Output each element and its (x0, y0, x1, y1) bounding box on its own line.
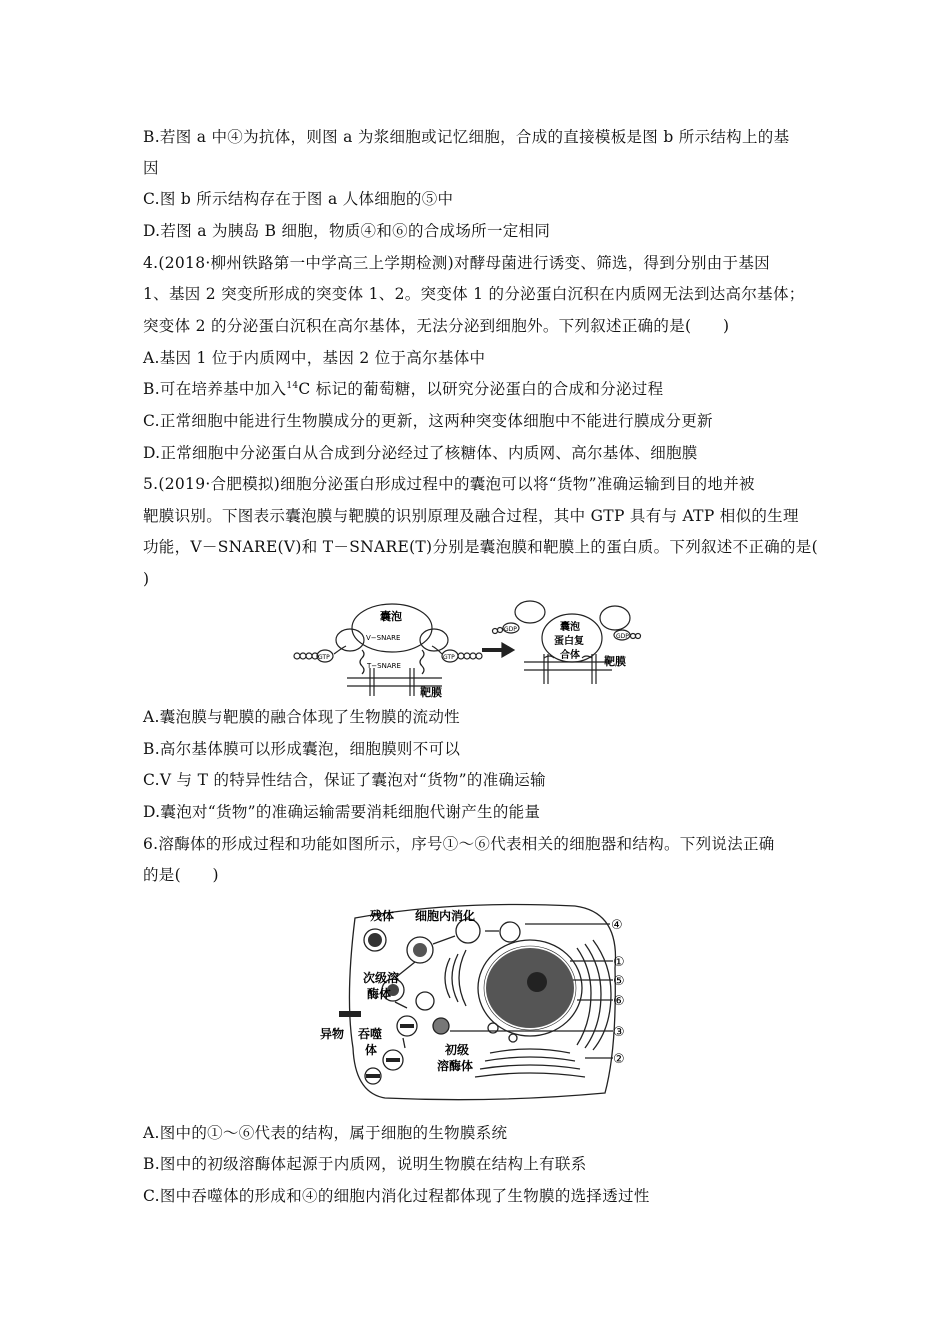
marker-4: ④ (611, 918, 623, 933)
option-b-q5: B.高尔基体膜可以形成囊泡，细胞膜则不可以 (143, 740, 461, 758)
complex-label-1: 囊泡 (560, 622, 580, 633)
option-c-q6: C.图中吞噬体的形成和④的细胞内消化过程都体现了生物膜的选择透过性 (143, 1187, 650, 1205)
complex-label-3: 合体 (560, 650, 580, 661)
option-b-q6: B.图中的初级溶酶体起源于内质网，说明生物膜在结构上有联系 (143, 1155, 587, 1173)
vesicle-fusion-figure (292, 598, 662, 698)
option-d-q4: D.正常细胞中分泌蛋白从合成到分泌经过了核糖体、内质网、高尔基体、细胞膜 (143, 444, 698, 462)
option-a-q5: A.囊泡膜与靶膜的融合体现了生物膜的流动性 (143, 708, 460, 726)
t-snare-label: T−SNARE (367, 662, 401, 670)
option-a-q6: A.图中的①～⑥代表的结构，属于细胞的生物膜系统 (143, 1124, 508, 1142)
isotope-superscript: 14 (286, 380, 299, 391)
lysosome-cell-figure (315, 898, 635, 1103)
option-b-q4-start: B.可在培养基中加入 (143, 380, 287, 398)
intracellular-digestion-label: 细胞内消化 (415, 909, 476, 923)
question-4-line1: 4.(2018·柳州铁路第一中学高三上学期检测)对酵母菌进行诱变、筛选，得到分别由于基因 (143, 254, 770, 272)
option-c-q3: C.图 b 所示结构存在于图 a 人体细胞的⑤中 (143, 190, 454, 208)
target-membrane-label-left: 靶膜 (420, 686, 442, 698)
marker-2: ② (613, 1052, 625, 1067)
residual-body-label: 残体 (370, 909, 395, 923)
gdp-left-label: GDP (504, 626, 517, 633)
phagosome-label-1: 吞噬 (358, 1027, 383, 1041)
question-5-line3: 功能，V－SNARE(V)和 T－SNARE(T)分别是囊泡膜和靶膜上的蛋白质。下列叙述不正确的是( (143, 538, 818, 556)
question-4-line3: 突变体 2 的分泌蛋白沉积在高尔基体，无法分泌到细胞外。下列叙述正确的是( ) (143, 317, 730, 335)
option-b-q3-line2: 因 (143, 159, 159, 177)
question-4-line2: 1、基因 2 突变所形成的突变体 1、2。突变体 1 的分泌蛋白沉积在内质网无法到达高尔基体； (143, 285, 805, 303)
question-5-line4: ) (143, 570, 150, 588)
option-c-q4: C.正常细胞中能进行生物膜成分的更新，这两种突变体细胞中不能进行膜成分更新 (143, 412, 713, 430)
marker-1: ① (613, 955, 625, 970)
option-b-q4-end: C 标记的葡萄糖，以研究分泌蛋白的合成和分泌过程 (298, 380, 664, 398)
question-5-line1: 5.(2019·合肥模拟)细胞分泌蛋白形成过程中的囊泡可以将“货物”准确运输到目的地并被 (143, 475, 755, 493)
question-6-line2: 的是( ) (143, 866, 219, 884)
complex-label-2: 蛋白复 (554, 636, 584, 647)
option-c-q5: C.V 与 T 的特异性结合，保证了囊泡对“货物”的准确运输 (143, 771, 546, 789)
secondary-lysosome-label-1: 次级溶 (363, 971, 400, 985)
option-d-q5: D.囊泡对“货物”的准确运输需要消耗细胞代谢产生的能量 (143, 803, 541, 821)
vesicle-label: 囊泡 (380, 610, 402, 623)
primary-lysosome-label-2: 溶酶体 (437, 1059, 474, 1073)
marker-5: ⑤ (613, 974, 625, 989)
gtp-left-label: GTP (318, 654, 330, 661)
secondary-lysosome-label-2: 酶体 (367, 987, 392, 1001)
foreign-matter-label: 异物 (320, 1027, 345, 1041)
phagosome-label-2: 体 (365, 1043, 378, 1057)
primary-lysosome-label-1: 初级 (445, 1043, 470, 1057)
gtp-right-label: GTP (443, 654, 455, 661)
option-a-q4: A.基因 1 位于内质网中，基因 2 位于高尔基体中 (143, 349, 486, 367)
question-5-line2: 靶膜识别。下图表示囊泡膜与靶膜的识别原理及融合过程，其中 GTP 具有与 ATP 相似的生理 (143, 507, 799, 525)
gdp-right-label: GDP (616, 633, 629, 640)
marker-6: ⑥ (613, 994, 625, 1009)
option-b-q3-line1: B.若图 a 中④为抗体，则图 a 为浆细胞或记忆细胞，合成的直接模板是图 b 所示结构上的基 (143, 128, 790, 146)
marker-3: ③ (613, 1025, 625, 1040)
option-b-q4 (143, 379, 823, 399)
question-6-line1: 6.溶酶体的形成过程和功能如图所示，序号①～⑥代表相关的细胞器和结构。下列说法正确 (143, 835, 775, 853)
target-membrane-label-right: 靶膜 (604, 655, 626, 668)
option-d-q3: D.若图 a 为胰岛 B 细胞，物质④和⑥的合成场所一定相同 (143, 222, 551, 240)
v-snare-label: V−SNARE (366, 634, 401, 642)
